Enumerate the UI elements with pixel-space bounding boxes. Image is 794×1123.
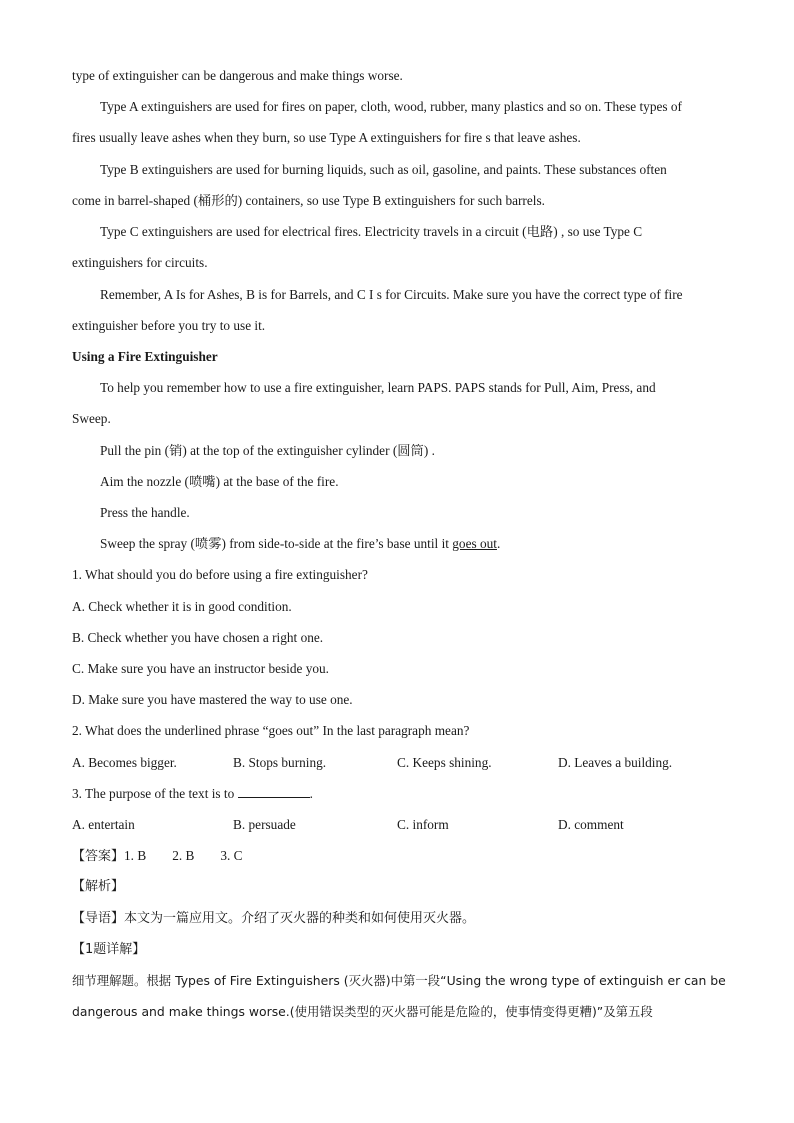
pull-step: Pull the pin (销) at the top of the extinguisher cylinder (圆筒) . xyxy=(100,443,435,458)
section-heading: Using a Fire Extinguisher xyxy=(72,349,218,364)
question-3-option-d: D. comment xyxy=(558,817,624,832)
question-1-option-d: D. Make sure you have mastered the way to use one. xyxy=(72,692,353,707)
question-3-text: 3. The purpose of the text is to xyxy=(72,786,235,801)
type-c-paragraph-cont: extinguishers for circuits. xyxy=(72,255,208,270)
question-3-option-c: C. inform xyxy=(397,817,449,832)
question-2-stem: 2. What does the underlined phrase “goes out” In the last paragraph mean? xyxy=(72,723,470,738)
question-2-option-c: C. Keeps shining. xyxy=(397,755,492,770)
question-2-option-b: B. Stops burning. xyxy=(233,755,327,770)
paps-paragraph: To help you remember how to use a fire extinguisher, learn PAPS. PAPS stands for Pull, Aim, Press, and xyxy=(100,380,656,395)
underlined-phrase: goes out xyxy=(452,536,497,551)
sweep-step xyxy=(100,535,760,553)
type-b-paragraph-cont: come in barrel-shaped (桶形的) containers, so use Type B extinguishers for such barrels. xyxy=(72,193,545,208)
question-1-stem: 1. What should you do before using a fire extinguisher? xyxy=(72,567,368,582)
paps-paragraph-cont: Sweep. xyxy=(72,411,111,426)
type-a-paragraph-cont: fires usually leave ashes when they burn, so use Type A extinguishers for fire s that leave ashes. xyxy=(72,130,581,145)
question-3-option-b: B. persuade xyxy=(233,817,296,832)
answer-label: 【答案】 xyxy=(72,849,125,864)
analysis-detail-cont: dangerous and make things worse.(使用错误类型的灭火器可能是危险的，使事情变得更糟)”及第五段 xyxy=(72,1004,653,1019)
question-2-option-a: A. Becomes bigger. xyxy=(72,755,177,770)
answer-1: 1. B xyxy=(124,848,147,863)
type-c-paragraph: Type C extinguishers are used for electrical fires. Electricity travels in a circuit (电路) , so use Type C xyxy=(100,224,643,239)
analysis-label: 【解析】 xyxy=(72,879,125,894)
press-step: Press the handle. xyxy=(100,505,190,520)
remember-paragraph-cont: extinguisher before you try to use it. xyxy=(72,318,266,333)
analysis-guide: 【导语】本文为一篇应用文。介绍了灭火器的种类和如何使用灭火器。 xyxy=(72,911,476,926)
question-3-option-a: A. entertain xyxy=(72,817,135,832)
answer-blank xyxy=(238,785,310,798)
question-3-stem xyxy=(72,785,732,803)
question-1-option-b: B. Check whether you have chosen a right one. xyxy=(72,630,324,645)
analysis-detail: 细节理解题。根据 Types of Fire Extinguishers (灭火器)中第一段“Using the wrong type of extinguish er can be xyxy=(72,973,726,988)
type-a-paragraph: Type A extinguishers are used for fires on paper, cloth, wood, rubber, many plastics and so on. These types of xyxy=(100,99,682,114)
sweep-end: . xyxy=(496,536,501,551)
question-1-option-a: A. Check whether it is in good condition. xyxy=(72,599,292,614)
sweep-text: Sweep the spray (喷雾) from side-to-side at the fire’s base until it xyxy=(100,536,453,551)
analysis-q1-label: 【1题详解】 xyxy=(72,942,146,957)
remember-paragraph: Remember, A Is for Ashes, B is for Barrels, and C I s for Circuits. Make sure you have the correct type of fire xyxy=(100,287,683,302)
answer-line xyxy=(72,847,732,866)
question-1-option-c: C. Make sure you have an instructor beside you. xyxy=(72,661,330,676)
question-3-end: . xyxy=(309,786,313,801)
answer-2: 2. B xyxy=(172,848,195,863)
answer-3: 3. C xyxy=(220,848,243,863)
passage-line: type of extinguisher can be dangerous and make things worse. xyxy=(72,68,403,83)
question-2-option-d: D. Leaves a building. xyxy=(558,755,673,770)
type-b-paragraph: Type B extinguishers are used for burning liquids, such as oil, gasoline, and paints. These substances often xyxy=(100,162,667,177)
aim-step: Aim the nozzle (喷嘴) at the base of the fire. xyxy=(100,474,339,489)
